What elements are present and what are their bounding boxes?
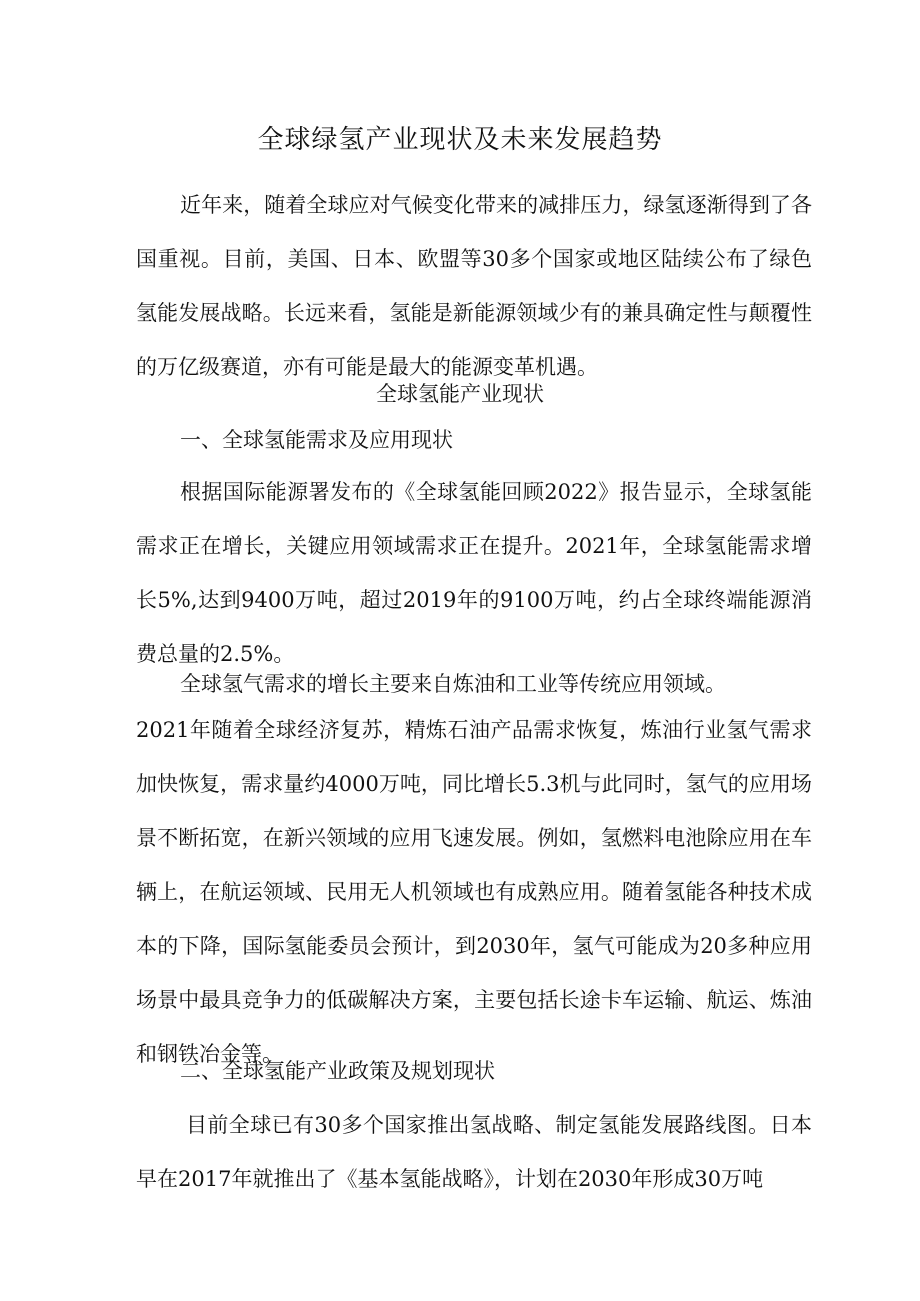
heading-policy-and-planning: 二、全球氢能产业政策及规划现状	[180, 1059, 495, 1083]
paragraph-demand-growth-lead: 全球氢气需求的增长主要来自炼油和工业等传统应用领域。	[180, 672, 726, 696]
paragraph-demand-growth-detail: 2021年随着全球经济复苏，精炼石油产品需求恢复，炼油行业氢气需求加快恢复，需求量约4000万吨，同比增长5.3机与此同时，氢气的应用场景不断拓宽，在新兴领域的应用飞速发展。例如，氢燃料电池除应用在车辆上，在航运领域、民用无人机领域也有成熟应用。随着氢能各种技术成本的下降，国际氢能委员会预计，到2030年，氢气可能成为20多种应用场景中最具竞争力的低碳解决方案，主要包括长途卡车运输、航运、炼油和钢铁冶金等。	[136, 718, 812, 1066]
heading-demand-and-application: 一、全球氢能需求及应用现状	[180, 428, 453, 452]
section-title: 全球氢能产业现状	[376, 382, 544, 406]
intro-paragraph: 近年来，随着全球应对气候变化带来的减排压力，绿氢逐渐得到了各国重视。目前，美国、日本、欧盟等30多个国家或地区陆续公布了绿色氢能发展战略。长远来看，氢能是新能源领域少有的兼具确定性与颠覆性的万亿级赛道，亦有可能是最大的能源变革机遇。	[136, 193, 812, 379]
paragraph-policy-status: 目前全球已有30多个国家推出氢战略、制定氢能发展路线图。日本早在2017年就推出了《基本氢能战略》，计划在2030年形成30万吨	[136, 1113, 812, 1191]
document-title: 全球绿氢产业现状及未来发展趋势	[257, 125, 663, 155]
paragraph-demand-report: 根据国际能源署发布的《全球氢能回顾2022》报告显示，全球氢能需求正在增长，关键应用领域需求正在提升。2021年，全球氢能需求增长5%,达到9400万吨，超过2019年的9100万吨，约占全球终端能源消费总量的2.5%。	[136, 480, 812, 666]
